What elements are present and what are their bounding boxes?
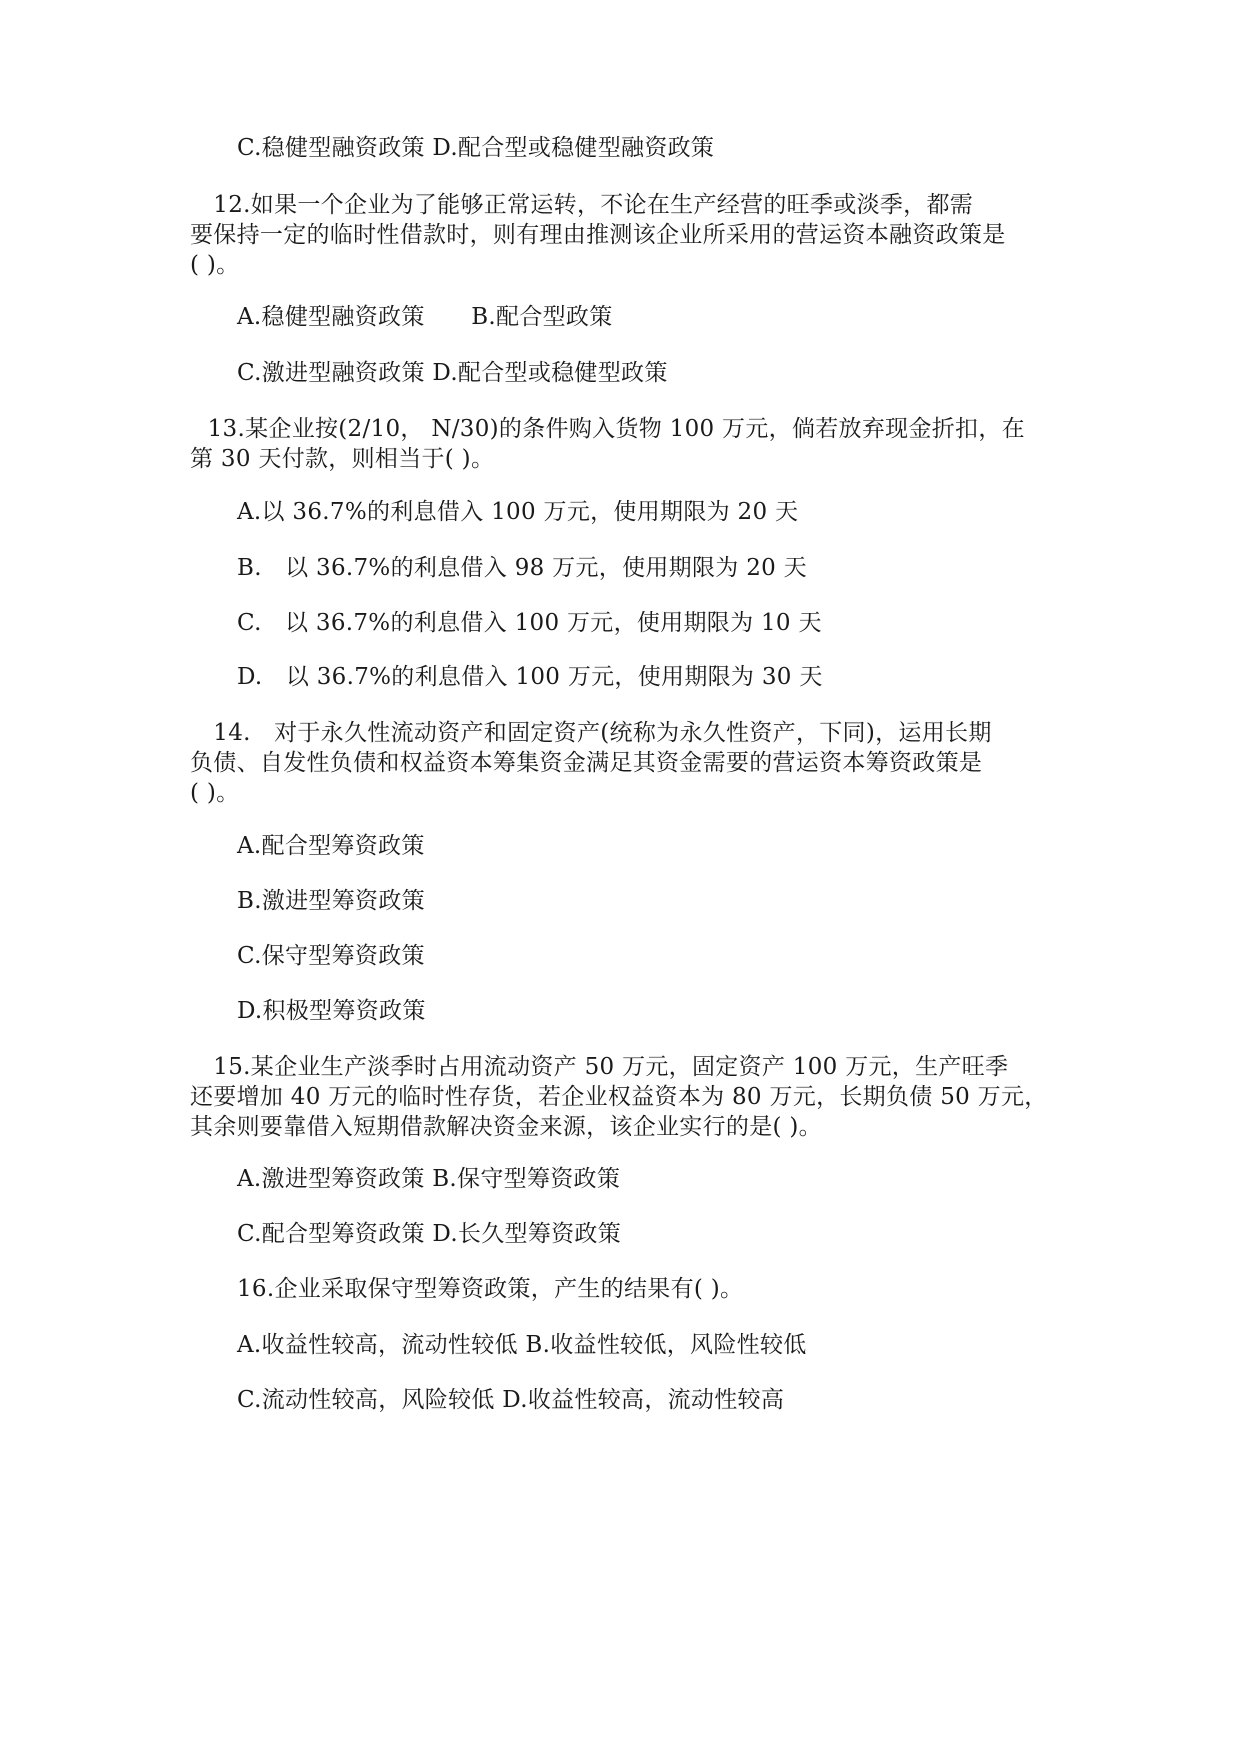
option-13d: D. 以 36.7%的利息借入 100 万元，使用期限为 30 天 [237, 664, 823, 690]
question-14-line-1: 14. 对于永久性流动资产和固定资产(统称为永久性资产，下同)，运用长期 [190, 720, 992, 746]
question-12-line-2: 要保持一定的临时性借款时，则有理由推测该企业所采用的营运资本融资政策是 [190, 222, 1006, 248]
option-line-11cd: C.稳健型融资政策 D.配合型或稳健型融资政策 [237, 135, 715, 161]
question-15-line-2: 还要增加 40 万元的临时性存货，若企业权益资本为 80 万元，长期负债 50 万元， [190, 1084, 1048, 1110]
question-14 [190, 718, 1060, 808]
option-line-15cd: C.配合型筹资政策 D.长久型筹资政策 [237, 1221, 622, 1247]
option-13a: A.以 36.7%的利息借入 100 万元，使用期限为 20 天 [237, 499, 799, 525]
question-13 [190, 414, 1070, 474]
question-13-line-1: 13.某企业按(2/10， N/30)的条件购入货物 100 万元，倘若放弃现金折扣，在 [200, 416, 1025, 442]
question-14-line-3: ( )。 [190, 780, 240, 806]
question-15 [190, 1052, 1060, 1142]
question-15-line-3: 其余则要靠借入短期借款解决资金来源，该企业实行的是( )。 [190, 1114, 822, 1140]
option-line-16cd: C.流动性较高，风险较低 D.收益性较高，流动性较高 [237, 1387, 785, 1413]
question-16: 16.企业采取保守型筹资政策，产生的结果有( )。 [237, 1276, 744, 1302]
question-12-line-1: 12.如果一个企业为了能够正常运转，不论在生产经营的旺季或淡季，都需 [190, 192, 974, 218]
option-13b: B. 以 36.7%的利息借入 98 万元，使用期限为 20 天 [237, 555, 807, 581]
option-13c: C. 以 36.7%的利息借入 100 万元，使用期限为 10 天 [237, 610, 822, 636]
option-line-16ab: A.收益性较高，流动性较低 B.收益性较低，风险性较低 [237, 1332, 807, 1358]
option-line-12cd: C.激进型融资政策 D.配合型或稳健型政策 [237, 360, 668, 386]
question-12 [190, 190, 1060, 280]
option-line-15ab: A.激进型筹资政策 B.保守型筹资政策 [237, 1166, 621, 1192]
option-14a: A.配合型筹资政策 [237, 833, 425, 859]
option-14c: C.保守型筹资政策 [237, 943, 425, 969]
option-line-12ab: A.稳健型融资政策 B.配合型政策 [237, 304, 613, 330]
question-14-line-2: 负债、自发性负债和权益资本筹集资金满足其资金需要的营运资本筹资政策是 [190, 750, 983, 776]
option-14b: B.激进型筹资政策 [237, 888, 425, 914]
option-14d: D.积极型筹资政策 [237, 998, 426, 1024]
question-13-line-2: 第 30 天付款，则相当于( )。 [190, 446, 495, 472]
question-15-line-1: 15.某企业生产淡季时占用流动资产 50 万元，固定资产 100 万元，生产旺季 [190, 1054, 1009, 1080]
question-12-line-3: ( )。 [190, 252, 240, 278]
